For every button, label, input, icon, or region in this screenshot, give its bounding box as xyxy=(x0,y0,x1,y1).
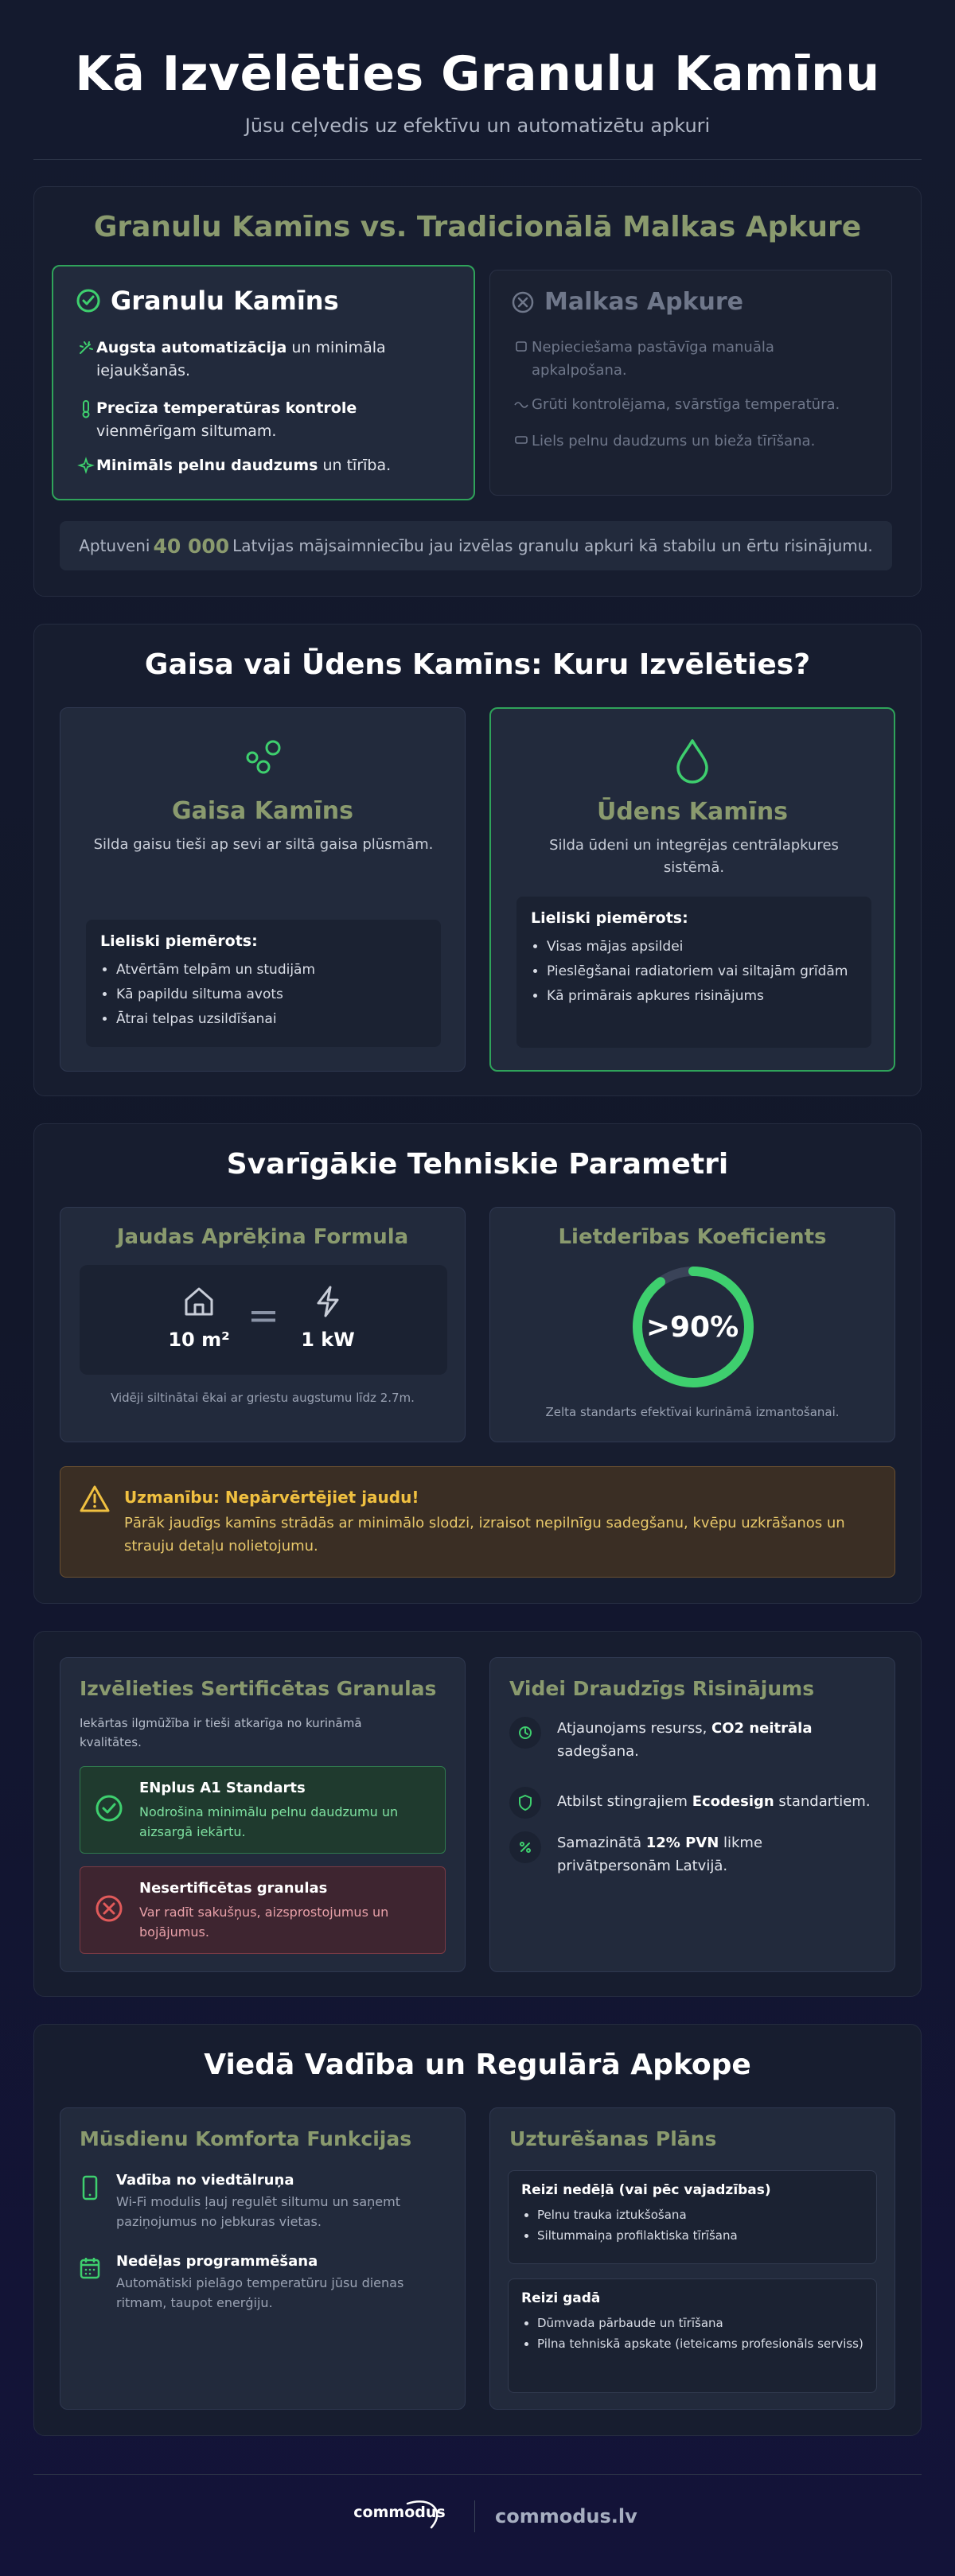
formula-box xyxy=(80,1265,447,1375)
wood-item xyxy=(511,393,877,416)
sparkle-icon xyxy=(76,457,96,474)
water-list-title: Lieliski piemērots: xyxy=(531,909,688,927)
stat-number: 40 000 xyxy=(153,534,230,558)
pellet-item-text: un tīrība. xyxy=(318,457,392,474)
smart-title: Viedā Vadība un Regulārā Apkope xyxy=(204,2049,751,2081)
uncertified-title: Nesertificētas granulas xyxy=(139,1880,328,1897)
water-card xyxy=(489,707,895,1072)
air-list-item: • Kā papildu siltuma avots xyxy=(116,983,427,1007)
eco-item xyxy=(509,1717,875,1763)
maintenance-title: Uzturēšanas Plāns xyxy=(509,2127,717,2150)
water-list-box xyxy=(516,897,871,1048)
droplet-icon xyxy=(670,736,715,784)
air-list-item: • Atvērtām telpām un studijām xyxy=(116,958,427,983)
air-water-section xyxy=(33,624,922,1096)
water-list-item: • Pieslēgšanai radiatoriem vai siltajām grīdām xyxy=(547,959,857,984)
water-list-item: • Visas mājas apsildei xyxy=(547,935,857,959)
warning-box xyxy=(60,1466,895,1578)
pellet-item-bold: Minimāls pelnu daudzums xyxy=(96,457,318,474)
air-card-desc: Silda gaisu tieši ap sevi ar siltā gaisa plūsmām. xyxy=(93,836,434,853)
wood-item xyxy=(511,336,861,382)
wood-card xyxy=(489,270,892,496)
warning-text: Pārāk jaudīgs kamīns strādās ar minimālo slodzi, izraisot nepilnīgu sadegšanu, kvēpu uzkrāšanos un strauju detaļu nolietojumu. xyxy=(124,1515,845,1555)
efficiency-card xyxy=(489,1207,895,1442)
uncertified-box xyxy=(80,1866,446,1954)
calendar-icon xyxy=(80,2256,100,2280)
eco-item-bold: CO2 neitrāla xyxy=(711,1720,813,1737)
water-card-desc: Silda ūdeni un integrējas centrālapkures sistēmā. xyxy=(549,837,839,876)
eco-item-post: sadegšana. xyxy=(557,1743,639,1760)
comfort-item xyxy=(80,2172,446,2232)
footer-logo[interactable] xyxy=(336,2504,463,2521)
formula-left: 10 m² xyxy=(168,1329,230,1351)
comparison-title: Granulu Kamīns vs. Tradicionālā Malkas Apkure xyxy=(93,211,862,243)
footer xyxy=(33,2474,922,2562)
comfort-title: Mūsdienu Komforta Funkcijas xyxy=(80,2127,412,2150)
tech-title: Svarīgākie Tehniskie Parametri xyxy=(226,1148,729,1181)
air-list-title: Lieliski piemērots: xyxy=(100,932,258,950)
weekly-item: • Siltummaiņa profilaktiska tīrīšana xyxy=(537,2225,863,2246)
shield-icon xyxy=(509,1787,541,1819)
uncertified-text: Var radīt sakušņus, aizsprostojumus un bojājumus. xyxy=(139,1905,389,1940)
formula-note: Vidēji siltinātai ēkai ar griestu augstumu līdz 2.7m. xyxy=(111,1391,415,1405)
air-card-title: Gaisa Kamīns xyxy=(172,797,353,825)
wood-item-text: Liels pelnu daudzums un bieža tīrīšana. xyxy=(532,433,816,449)
eco-item-pre: Atjaunojams resurss, xyxy=(557,1720,712,1737)
weekly-title: Reizi nedēļā (vai pēc vajadzības) xyxy=(521,2182,771,2198)
hand-icon xyxy=(511,338,532,354)
eco-item-post: likme privātpersonām Latvijā. xyxy=(557,1835,763,1874)
recycle-icon xyxy=(509,1717,541,1749)
page-subtitle: Jūsu ceļvedis uz efektīvu un automatizētu apkuri xyxy=(244,115,711,137)
efficiency-value: >90% xyxy=(645,1311,739,1344)
tech-section xyxy=(33,1123,922,1604)
eco-item-pre: Samazinātā xyxy=(557,1835,646,1851)
stat-banner xyxy=(60,521,892,570)
pellet-item xyxy=(76,337,450,383)
x-circle-icon xyxy=(95,1894,123,1923)
pellet-card-title: Granulu Kamīns xyxy=(111,286,339,316)
pellet-item-bold: Augsta automatizācija xyxy=(96,339,287,356)
formula-right: 1 kW xyxy=(301,1329,355,1351)
formula-eq: = xyxy=(247,1294,280,1338)
wood-item xyxy=(511,430,877,453)
air-card xyxy=(60,707,466,1072)
check-circle-icon xyxy=(76,288,101,313)
pellet-item xyxy=(76,397,450,443)
pellets-intro: Iekārtas ilgmūžība ir tieši atkarīga no kurināmā kvalitātes. xyxy=(80,1716,362,1749)
wave-icon xyxy=(511,395,532,411)
check-circle-icon xyxy=(95,1794,123,1823)
smart-section xyxy=(33,2024,922,2436)
footer-logo-text: commodus xyxy=(353,2504,446,2521)
efficiency-note: Zelta standarts efektīvai kurināmā izmantošanai. xyxy=(545,1405,840,1419)
pellets-card xyxy=(60,1657,466,1972)
house-icon xyxy=(181,1284,216,1319)
wood-card-title: Malkas Apkure xyxy=(544,288,744,316)
water-card-title: Ūdens Kamīns xyxy=(596,798,789,826)
comfort-item-text: Wi-Fi modulis ļauj regulēt siltumu un saņemt paziņojumus no jebkuras vietas. xyxy=(116,2194,400,2229)
comfort-item-text: Automātiski pielāgo temperatūru jūsu dienas ritmam, taupot enerģiju. xyxy=(116,2275,404,2310)
air-list-box xyxy=(86,920,441,1047)
formula-title: Jaudas Aprēķina Formula xyxy=(116,1225,409,1249)
yearly-title: Reizi gadā xyxy=(521,2290,601,2306)
eco-item-bold: Ecodesign xyxy=(692,1793,774,1810)
wood-item-text: Nepieciešama pastāvīga manuāla apkalpošana. xyxy=(532,339,774,379)
automation-icon xyxy=(76,339,96,356)
page-header xyxy=(33,0,922,160)
enplus-title: ENplus A1 Standarts xyxy=(139,1780,306,1796)
pellet-item xyxy=(76,454,450,477)
comfort-card xyxy=(60,2107,466,2410)
water-list-item: • Kā primārais apkures risinājums xyxy=(547,984,857,1009)
eco-item-bold: 12% PVN xyxy=(645,1835,719,1851)
comparison-section xyxy=(33,186,922,597)
bubbles-icon xyxy=(238,732,289,780)
eco-item xyxy=(509,1787,875,1819)
maintenance-card xyxy=(489,2107,895,2410)
weekly-box xyxy=(508,2170,877,2264)
pellet-item-bold: Precīza temperatūras kontrole xyxy=(96,399,357,417)
eco-item-post: standartiem. xyxy=(774,1793,871,1810)
formula-card xyxy=(60,1207,466,1442)
air-list-item: • Ātrai telpas uzsildīšanai xyxy=(116,1007,427,1032)
lightning-icon xyxy=(310,1284,345,1319)
pellet-card xyxy=(52,265,475,500)
air-water-title: Gaisa vai Ūdens Kamīns: Kuru Izvēlēties? xyxy=(144,648,811,681)
stat-post: Latvijas mājsaimniecību jau izvēlas granulu apkuri kā stabilu un ērtu risinājumu. xyxy=(232,536,873,555)
x-circle-icon xyxy=(511,290,535,314)
yearly-box xyxy=(508,2278,877,2393)
eco-item-pre: Atbilst stingrajiem xyxy=(557,1793,692,1810)
smartphone-icon xyxy=(80,2175,100,2200)
comfort-item-title: Vadība no viedtālruņa xyxy=(116,2172,294,2189)
efficiency-title: Lietderības Koeficients xyxy=(558,1225,827,1249)
comfort-item xyxy=(80,2253,446,2313)
comfort-item-title: Nedēļas programmēšana xyxy=(116,2253,318,2270)
pellets-eco-section xyxy=(33,1631,922,1997)
eco-item xyxy=(509,1831,875,1878)
percent-icon xyxy=(509,1831,541,1863)
eco-title: Videi Draudzīgs Risinājums xyxy=(509,1677,815,1700)
yearly-item: • Pilna tehniskā apskate (ieteicams profesionāls serviss) xyxy=(537,2333,863,2354)
enplus-box xyxy=(80,1766,446,1854)
weekly-item: • Pelnu trauka iztukšošana xyxy=(537,2204,863,2225)
enplus-text: Nodrošina minimālu pelnu daudzumu un aizsargā iekārtu. xyxy=(139,1804,399,1839)
warning-icon xyxy=(80,1485,110,1513)
pellet-item-text: un minimāla iejaukšanās. xyxy=(96,339,386,379)
page-title: Kā Izvēlēties Granulu Kamīnu xyxy=(75,46,880,102)
yearly-item: • Dūmvada pārbaude un tīrīšana xyxy=(537,2313,863,2333)
pellets-title: Izvēlieties Sertificētas Granulas xyxy=(80,1677,437,1700)
wood-item-text: Grūti kontrolējama, svārstīga temperatūra. xyxy=(532,396,840,413)
thermometer-icon xyxy=(76,399,96,418)
stat-pre: Aptuveni xyxy=(79,536,150,555)
eco-card xyxy=(489,1657,895,1972)
footer-site-link[interactable]: commodus.lv xyxy=(495,2505,637,2527)
ash-icon xyxy=(511,432,532,448)
footer-divider xyxy=(474,2500,475,2532)
pellet-item-text: vienmērīgam siltumam. xyxy=(96,422,277,440)
warning-title: Uzmanību: Nepārvērtējiet jaudu! xyxy=(124,1488,419,1507)
